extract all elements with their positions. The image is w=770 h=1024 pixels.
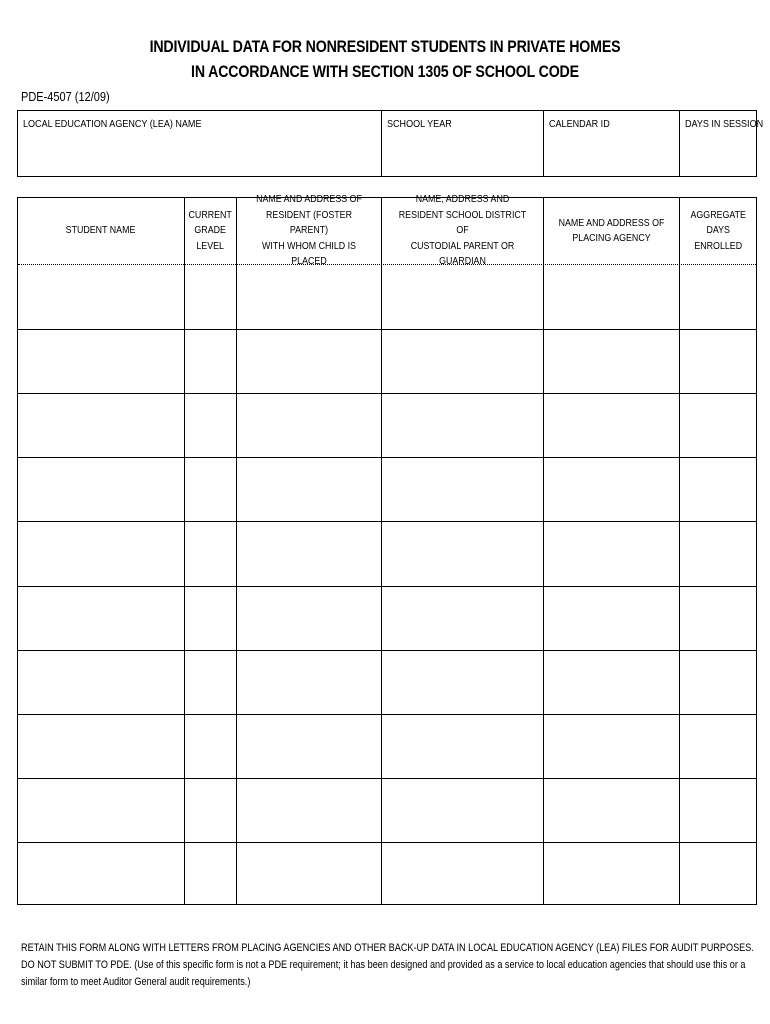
table-cell[interactable] <box>544 842 679 906</box>
table-cell[interactable] <box>680 457 755 521</box>
table-cell[interactable] <box>237 650 381 714</box>
table-row <box>18 714 756 778</box>
table-cell[interactable] <box>18 329 184 393</box>
header-foster-parent <box>237 194 381 268</box>
table-cell[interactable] <box>544 650 679 714</box>
table-cell[interactable] <box>382 521 543 585</box>
school-year-field[interactable] <box>382 111 544 176</box>
table-cell[interactable] <box>185 265 236 329</box>
header-custodial-parent <box>382 194 543 268</box>
table-row <box>18 842 756 906</box>
header-label: AGGREGATE DAYS ENROLLED <box>690 209 746 252</box>
days-in-session-label: DAYS IN SESSION <box>685 118 764 130</box>
table-cell[interactable] <box>680 842 755 906</box>
table-cell[interactable] <box>544 778 679 842</box>
days-in-session-field[interactable] <box>680 111 764 176</box>
header-label: NAME AND ADDRESS OF PLACING AGENCY <box>558 217 665 244</box>
table-cell[interactable] <box>680 521 755 585</box>
header-current-grade-level <box>185 198 236 264</box>
table-cell[interactable] <box>18 842 184 906</box>
table-row <box>18 457 756 521</box>
table-cell[interactable] <box>237 521 381 585</box>
table-cell[interactable] <box>237 265 381 329</box>
table-cell[interactable] <box>382 457 543 521</box>
table-cell[interactable] <box>185 457 236 521</box>
table-cell[interactable] <box>185 521 236 585</box>
table-cell[interactable] <box>680 329 755 393</box>
lea-name-field[interactable] <box>18 111 382 176</box>
table-cell[interactable] <box>237 842 381 906</box>
table-cell[interactable] <box>18 457 184 521</box>
table-cell[interactable] <box>18 521 184 585</box>
table-cell[interactable] <box>544 393 679 457</box>
table-row <box>18 586 756 650</box>
table-cell[interactable] <box>680 393 755 457</box>
table-cell[interactable] <box>680 586 755 650</box>
calendar-id-field[interactable] <box>544 111 680 176</box>
table-cell[interactable] <box>185 650 236 714</box>
table-cell[interactable] <box>185 329 236 393</box>
table-cell[interactable] <box>382 393 543 457</box>
table-row <box>18 393 756 457</box>
table-row <box>18 521 756 585</box>
table-cell[interactable] <box>185 586 236 650</box>
header-label: CURRENT GRADE LEVEL <box>188 209 233 252</box>
form-title-line-2: IN ACCORDANCE WITH SECTION 1305 OF SCHOOL CODE <box>191 63 579 81</box>
table-cell[interactable] <box>544 265 679 329</box>
table-cell[interactable] <box>237 778 381 842</box>
table-cell[interactable] <box>18 778 184 842</box>
lea-name-label: LOCAL EDUCATION AGENCY (LEA) NAME <box>23 118 202 130</box>
table-cell[interactable] <box>544 586 679 650</box>
table-row <box>18 778 756 842</box>
table-cell[interactable] <box>237 457 381 521</box>
table-cell[interactable] <box>544 521 679 585</box>
header-label: NAME, ADDRESS AND RESIDENT SCHOOL DISTRICT OF CUSTODIAL PARENT OR GUARDIAN <box>398 194 527 268</box>
form-title-line-1: INDIVIDUAL DATA FOR NONRESIDENT STUDENTS IN PRIVATE HOMES <box>149 38 621 56</box>
table-cell[interactable] <box>680 778 755 842</box>
header-placing-agency <box>544 198 679 264</box>
table-cell[interactable] <box>18 265 184 329</box>
table-cell[interactable] <box>382 650 543 714</box>
table-cell[interactable] <box>185 778 236 842</box>
table-cell[interactable] <box>680 714 755 778</box>
table-cell[interactable] <box>237 393 381 457</box>
table-cell[interactable] <box>18 393 184 457</box>
school-year-label: SCHOOL YEAR <box>387 118 452 130</box>
table-cell[interactable] <box>18 714 184 778</box>
table-cell[interactable] <box>18 650 184 714</box>
table-cell[interactable] <box>185 714 236 778</box>
table-row <box>18 265 756 329</box>
table-cell[interactable] <box>382 329 543 393</box>
calendar-id-label: CALENDAR ID <box>549 118 610 130</box>
table-cell[interactable] <box>237 714 381 778</box>
table-cell[interactable] <box>680 650 755 714</box>
table-cell[interactable] <box>18 586 184 650</box>
table-cell[interactable] <box>382 265 543 329</box>
table-row <box>18 329 756 393</box>
lea-info-box <box>17 110 764 177</box>
table-cell[interactable] <box>185 842 236 906</box>
header-student-name <box>18 198 184 264</box>
table-cell[interactable] <box>544 457 679 521</box>
table-cell[interactable] <box>237 586 381 650</box>
table-cell[interactable] <box>544 329 679 393</box>
table-cell[interactable] <box>382 714 543 778</box>
header-label: NAME AND ADDRESS OF RESIDENT (FOSTER PARENT) WITH WHOM CHILD IS PLACED <box>256 194 362 268</box>
table-cell[interactable] <box>544 714 679 778</box>
table-cell[interactable] <box>382 842 543 906</box>
header-aggregate-days <box>680 198 756 264</box>
table-cell[interactable] <box>382 778 543 842</box>
table-row <box>18 650 756 714</box>
table-cell[interactable] <box>680 265 755 329</box>
form-code: PDE-4507 (12/09) <box>21 90 110 104</box>
retention-notice: RETAIN THIS FORM ALONG WITH LETTERS FROM PLACING AGENCIES AND OTHER BACK-UP DATA IN LOCAL EDUCATION AGENCY (LEA) FILES FOR AUDIT PURPOSES. DO NOT SUBMIT TO PDE. (Use of this specific form is not a PDE requirement; it has been designed and provided as a service to local education agencies that should use this or a similar form to meet Auditor General audit requirements.) <box>21 942 754 988</box>
table-cell[interactable] <box>237 329 381 393</box>
table-cell[interactable] <box>185 393 236 457</box>
student-data-table <box>17 194 757 905</box>
table-cell[interactable] <box>382 586 543 650</box>
header-label: STUDENT NAME <box>66 225 136 237</box>
